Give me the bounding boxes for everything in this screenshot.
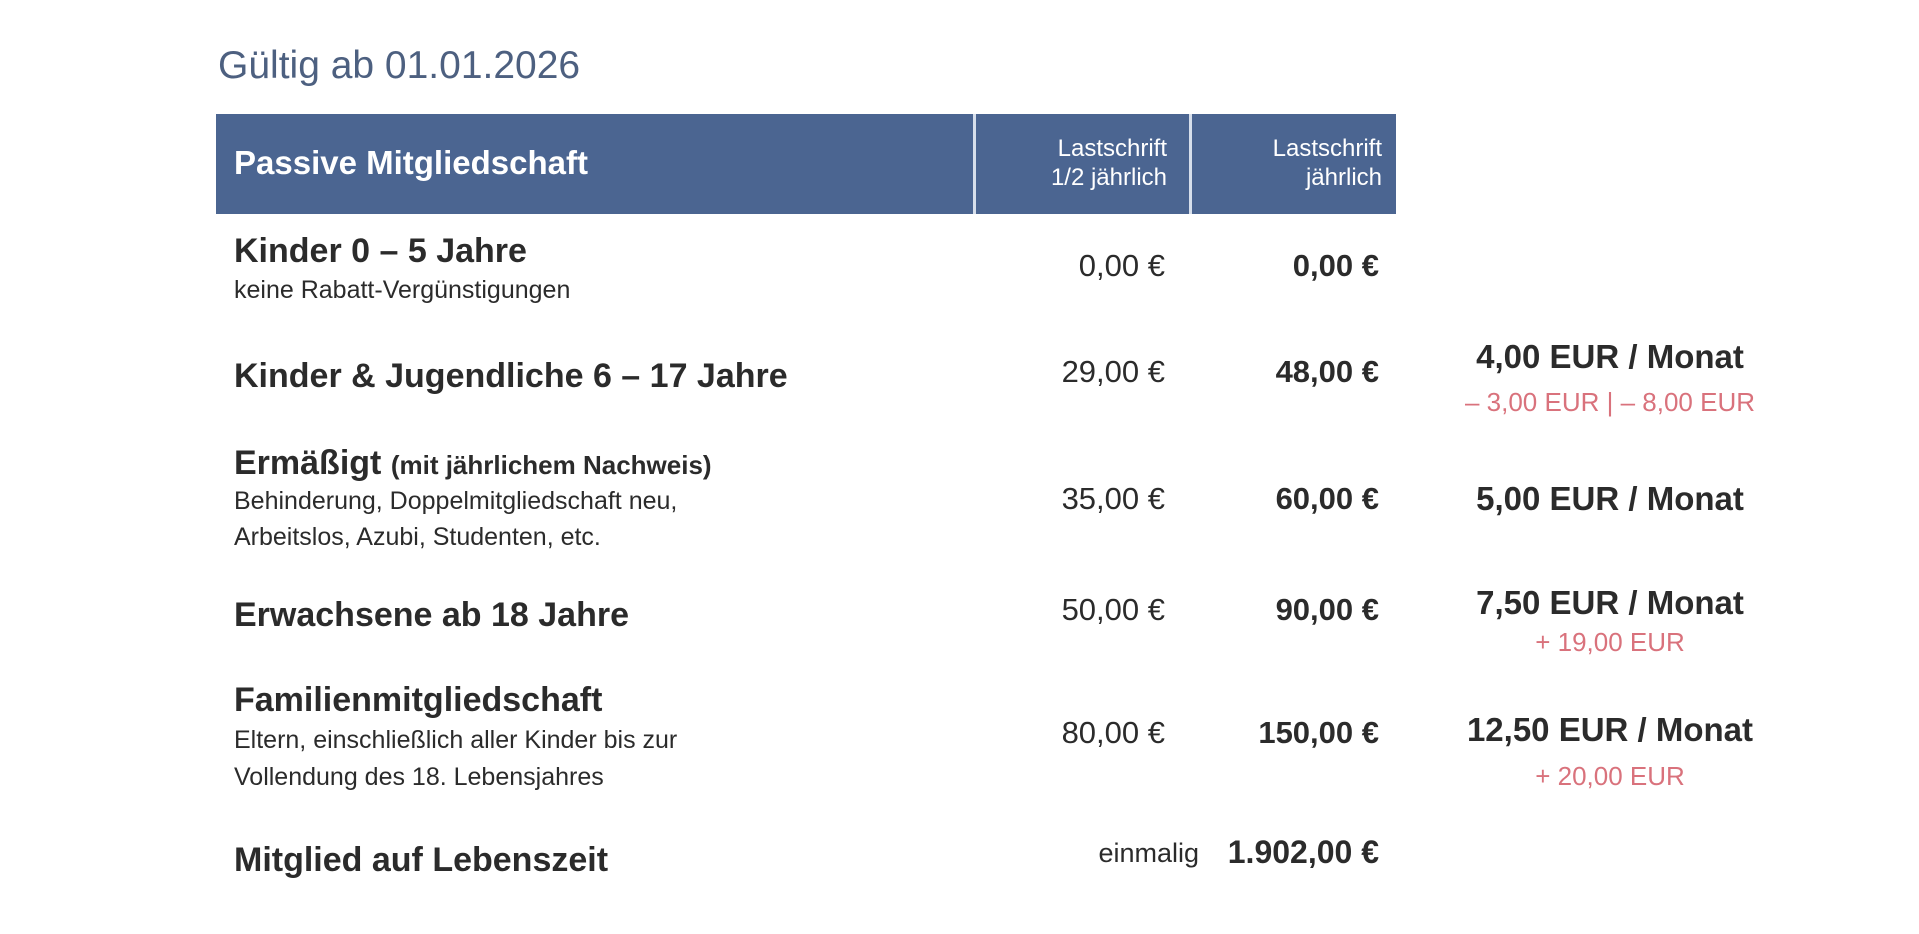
monthly-price: 7,50 EUR / Monat xyxy=(1476,584,1744,621)
row-label-lebenszeit: Mitglied auf Lebenszeit xyxy=(234,841,609,879)
column-header-half-yearly: Lastschrift 1/2 jährlich xyxy=(1050,135,1167,192)
row-label-erwachsene: Erwachsene ab 18 Jahre xyxy=(234,596,630,634)
row-label-jugendliche: Kinder & Jugendliche 6 – 17 Jahre xyxy=(234,357,788,395)
price-difference: + 20,00 EUR xyxy=(1535,761,1685,791)
lifetime-price: 1.902,00 € xyxy=(1227,834,1379,870)
price-half-yearly: 80,00 € xyxy=(1061,715,1165,750)
price-half-yearly: 35,00 € xyxy=(1061,481,1165,516)
price-yearly: 60,00 € xyxy=(1275,481,1379,516)
column-header-yearly: Lastschrift jährlich xyxy=(1272,135,1382,192)
header-divider xyxy=(973,114,976,214)
price-yearly: 0,00 € xyxy=(1292,248,1379,283)
row-sublabel: Behinderung, Doppelmitgliedschaft neu, xyxy=(234,487,678,515)
valid-from-heading: Gültig ab 01.01.2026 xyxy=(218,44,581,87)
header-divider xyxy=(1189,114,1192,214)
row-label-familie: Familienmitgliedschaft xyxy=(234,681,603,719)
price-difference: – 3,00 EUR | – 8,00 EUR xyxy=(1464,387,1755,417)
price-yearly: 90,00 € xyxy=(1275,592,1379,627)
row-sublabel: keine Rabatt-Vergünstigungen xyxy=(234,276,571,304)
price-half-yearly: 0,00 € xyxy=(1078,248,1165,283)
row-sublabel: Eltern, einschließlich aller Kinder bis zur xyxy=(234,726,678,754)
row-label-kinder-0-5: Kinder 0 – 5 Jahre xyxy=(234,232,527,270)
monthly-price: 12,50 EUR / Monat xyxy=(1466,711,1754,748)
row-label-note: (mit jährlichem Nachweis) xyxy=(390,450,712,480)
row-sublabel: Vollendung des 18. Lebensjahres xyxy=(234,763,604,791)
row-sublabel: Arbeitslos, Azubi, Studenten, etc. xyxy=(234,523,601,551)
once-label: einmalig xyxy=(1098,838,1199,868)
price-yearly: 150,00 € xyxy=(1258,715,1379,750)
row-label-ermaessigt: Ermäßigt (mit jährlichem Nachweis) xyxy=(234,444,712,482)
monthly-price: 5,00 EUR / Monat xyxy=(1476,480,1744,517)
price-half-yearly: 29,00 € xyxy=(1061,354,1165,389)
price-difference: + 19,00 EUR xyxy=(1535,627,1685,657)
table-title: Passive Mitgliedschaft xyxy=(234,144,588,181)
monthly-price: 4,00 EUR / Monat xyxy=(1476,338,1744,375)
price-half-yearly: 50,00 € xyxy=(1061,592,1165,627)
price-yearly: 48,00 € xyxy=(1275,354,1379,389)
